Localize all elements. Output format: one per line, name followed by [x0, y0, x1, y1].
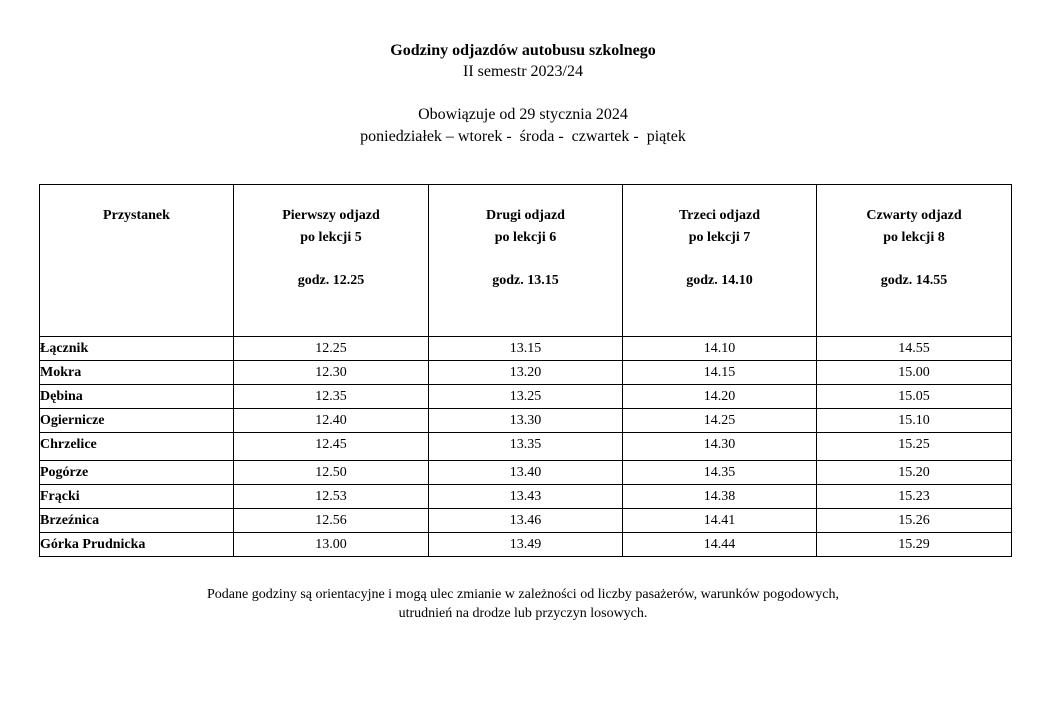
bus-timetable: [39, 184, 1012, 557]
semester-subtitle: II semestr 2023/24: [463, 63, 583, 80]
column-header-departure-1: [234, 185, 429, 337]
time-cell: 12.30: [234, 361, 429, 385]
stop-name: Brzeźnica: [40, 509, 234, 533]
disclaimer-note: [0, 585, 1046, 623]
time-cell: 12.45: [234, 433, 429, 461]
lesson-label: po lekcji 7: [688, 230, 751, 245]
time-cell: 12.40: [234, 409, 429, 433]
time-cell: 15.26: [817, 509, 1012, 533]
time-cell: 13.46: [429, 509, 623, 533]
stop-name: Dębina: [40, 385, 234, 409]
table-row: [40, 509, 1012, 533]
time-cell: 13.20: [429, 361, 623, 385]
operating-days: poniedziałek – wtorek - środa - czwartek - piątek: [360, 128, 686, 145]
table-row: [40, 485, 1012, 509]
column-header-departure-4: [817, 185, 1012, 337]
departure-label: Pierwszy odjazd: [282, 208, 380, 223]
lesson-label: po lekcji 5: [300, 230, 362, 245]
column-header-departure-2: [429, 185, 623, 337]
time-cell: 15.23: [817, 485, 1012, 509]
table-row: [40, 385, 1012, 409]
disclaimer-line-1: Podane godziny są orientacyjne i mogą ulec zmianie w zależności od liczby pasażerów, warunków pogodowych,: [207, 587, 839, 602]
time-cell: 14.30: [623, 433, 817, 461]
time-cell: 14.25: [623, 409, 817, 433]
table-row: [40, 533, 1012, 557]
time-cell: 12.25: [234, 337, 429, 361]
time-cell: 13.25: [429, 385, 623, 409]
table-row: [40, 409, 1012, 433]
stop-name: Mokra: [40, 361, 234, 385]
departure-label: Drugi odjazd: [486, 208, 565, 223]
time-cell: 14.15: [623, 361, 817, 385]
time-cell: 13.30: [429, 409, 623, 433]
time-cell: 12.53: [234, 485, 429, 509]
column-header-label: Przystanek: [103, 208, 170, 223]
time-cell: 13.35: [429, 433, 623, 461]
departure-label: Czwarty odjazd: [866, 208, 962, 223]
table-row: [40, 361, 1012, 385]
time-cell: 15.00: [817, 361, 1012, 385]
time-cell: 12.35: [234, 385, 429, 409]
departure-time: godz. 14.55: [880, 273, 948, 288]
lesson-label: po lekcji 8: [883, 230, 945, 245]
table-row: [40, 433, 1012, 461]
time-cell: 13.40: [429, 461, 623, 485]
departure-time: godz. 12.25: [297, 273, 365, 288]
time-cell: 14.35: [623, 461, 817, 485]
document-title: Godziny odjazdów autobusu szkolnego: [390, 42, 656, 59]
stop-name: Frącki: [40, 485, 234, 509]
stop-name: Pogórze: [40, 461, 234, 485]
column-header-departure-3: [623, 185, 817, 337]
departure-label: Trzeci odjazd: [679, 208, 760, 223]
departure-time: godz. 13.15: [492, 273, 559, 288]
lesson-label: po lekcji 6: [494, 230, 557, 245]
time-cell: 15.25: [817, 433, 1012, 461]
time-cell: 12.50: [234, 461, 429, 485]
time-cell: 14.55: [817, 337, 1012, 361]
stop-name: Łącznik: [40, 337, 234, 361]
time-cell: 14.41: [623, 509, 817, 533]
stop-name: Chrzelice: [40, 433, 234, 461]
time-cell: 15.20: [817, 461, 1012, 485]
time-cell: 14.20: [623, 385, 817, 409]
departure-time: godz. 14.10: [686, 273, 753, 288]
time-cell: 14.44: [623, 533, 817, 557]
table-row: [40, 461, 1012, 485]
table-header-row: [40, 185, 1012, 337]
time-cell: 13.43: [429, 485, 623, 509]
time-cell: 15.29: [817, 533, 1012, 557]
time-cell: 14.10: [623, 337, 817, 361]
time-cell: 15.05: [817, 385, 1012, 409]
stop-name: Górka Prudnicka: [40, 533, 234, 557]
time-cell: 15.10: [817, 409, 1012, 433]
time-cell: 12.56: [234, 509, 429, 533]
table-row: [40, 337, 1012, 361]
valid-from-date: Obowiązuje od 29 stycznia 2024: [418, 106, 628, 123]
time-cell: 13.00: [234, 533, 429, 557]
stop-name: Ogiernicze: [40, 409, 234, 433]
column-header-stop: [40, 185, 234, 337]
time-cell: 14.38: [623, 485, 817, 509]
time-cell: 13.15: [429, 337, 623, 361]
time-cell: 13.49: [429, 533, 623, 557]
disclaimer-line-2: utrudnień na drodze lub przyczyn losowych.: [398, 606, 648, 621]
